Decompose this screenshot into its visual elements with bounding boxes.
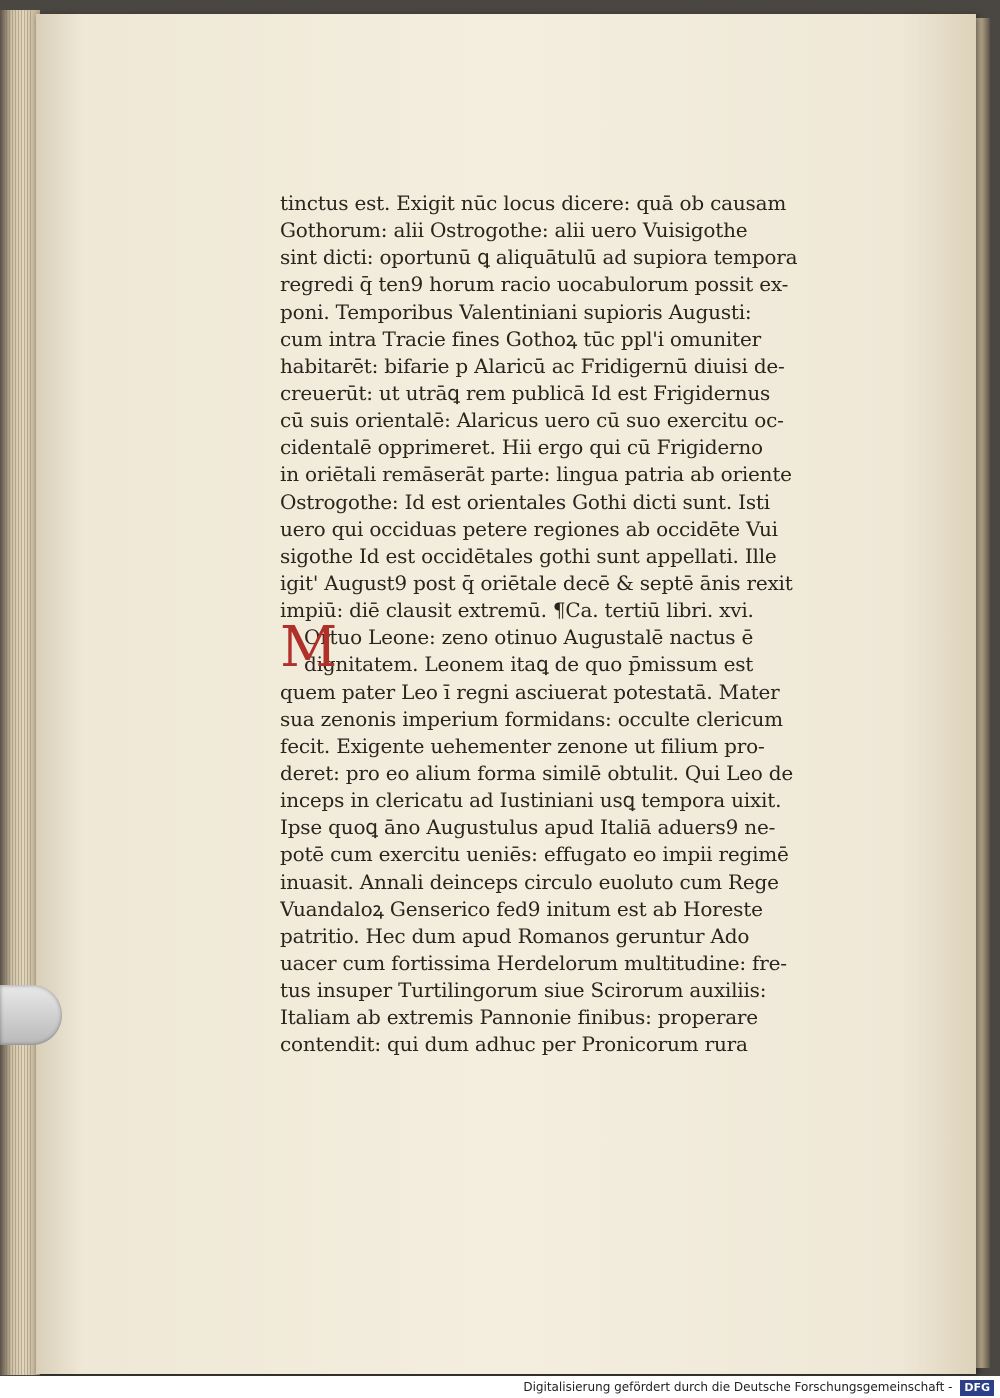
text-line: deret: pro eo alium forma similē obtulit. Qui Leo de — [280, 760, 794, 785]
text-line: uero qui occiduas petere regiones ab occidēte Vui — [280, 516, 778, 541]
text-line: Italiam ab extremis Pannonie finibus: properare — [280, 1005, 758, 1030]
text-line: Ipse quoꝗ āno Augustulus apud Italiā aduers9 ne- — [280, 815, 776, 840]
text-line: creuerūt: ut utrāꝗ rem publicā Id est Frigidernus — [280, 380, 771, 405]
text-line: quem pater Leo ī regni asciuerat potestatā. Mater — [280, 679, 780, 704]
text-line: uacer cum fortissima Herdelorum multitudine: fre- — [280, 950, 787, 975]
text-line: tus insuper Turtilingorum siue Scirorum auxiliis: — [280, 978, 767, 1003]
page-stack-edge — [6, 10, 32, 1375]
text-line: inceps in clericatu ad Iustiniani usꝗ tempora uixit. — [280, 788, 782, 813]
footer-credit — [0, 1376, 1000, 1398]
text-line: sua zenonis imperium formidans: occulte clericum — [280, 706, 783, 731]
text-line: habitarēt: bifarie p Alaricū ac Fridigernū diuisi de- — [280, 353, 785, 378]
page-clip — [0, 985, 62, 1045]
text-line: potē cum exercitu ueniēs: effugato eo impii regimē — [280, 842, 789, 867]
text-line: fecit. Exigente uehementer zenone ut filium pro- — [280, 733, 765, 758]
text-line: tinctus est. Exigit nūc locus dicere: quā ob causam — [280, 191, 787, 215]
text-block — [280, 190, 800, 1059]
text-line: inuasit. Annali deinceps circulo euoluto cum Rege — [280, 869, 779, 894]
text-line: cidentalē opprimeret. Hii ergo qui cū Frigiderno — [280, 435, 763, 460]
text-line: Vuandaloꝝ Genserico fed9 initum est ab Horeste — [280, 896, 763, 921]
text-line: cum intra Tracie fines Gothoꝝ tūc ppl'i omuniter — [280, 326, 761, 351]
text-line: sigothe Id est occidētales gothi sunt appellati. Ille — [280, 543, 777, 568]
footer-text: Digitalisierung gefördert durch die Deutsche Forschungsgemeinschaft - — [523, 1380, 953, 1394]
book-edge-left — [0, 10, 40, 1375]
text-line: cū suis orientalē: Alaricus uero cū suo exercitu oc- — [280, 408, 784, 433]
text-line: Ortuo Leone: zeno otinuo Augustalē nactus ē — [304, 625, 754, 650]
text-line: in oriētali remāserāt parte: lingua patria ab oriente — [280, 462, 792, 487]
text-line: Gothorum: alii Ostrogothe: alii uero Vuisigothe — [280, 218, 748, 243]
text-line: igit' August9 post q̄ oriētale decē & septē ānis rexit — [280, 570, 793, 595]
text-line: patritio. Hec dum apud Romanos geruntur Ado — [280, 923, 750, 948]
text-line: Ostrogothe: Id est orientales Gothi dicti sunt. Isti — [280, 489, 770, 514]
text-line: dignitatem. Leonem itaꝗ de quo p̄missum est — [304, 652, 754, 677]
dfg-logo: DFG — [960, 1380, 994, 1396]
text-line: regredi q̄ ten9 horum racio uocabulorum possit ex- — [280, 272, 789, 297]
text-line: sint dicti: oportunū ꝗ aliquātulū ad supiora tempora — [280, 245, 798, 270]
red-initial-letter: M — [280, 615, 338, 680]
text-line: contendit: qui dum adhuc per Pronicorum rura — [280, 1032, 748, 1057]
text-line: impiū: diē clausit extremū. ¶Ca. tertiū libri. xvi. — [280, 598, 754, 623]
text-line: poni. Temporibus Valentiniani supioris Augusti: — [280, 299, 752, 324]
